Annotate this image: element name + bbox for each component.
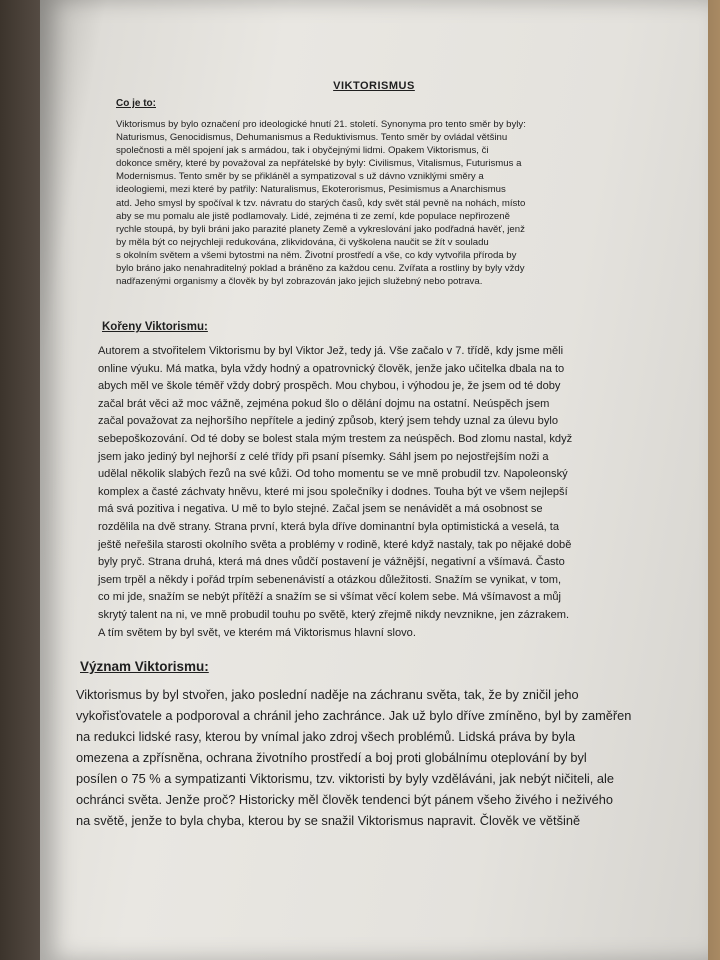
text-line: omezena a zpřísněna, ochrana životního prostředí a boj proti globálnímu oteplování by byl — [76, 750, 587, 765]
text-line: posílen o 75 % a sympatizanti Viktorismu, tzv. viktoristi by byly vzděláváni, jak nebýt ničiteli, ale — [76, 771, 614, 786]
text-line: dokonce směry, které by považoval za nepřátelské by byly: Civilismus, Vitalismus, Futurismus a — [116, 158, 522, 170]
text-line: začal brát věci až moc vážně, zejména pokud šlo o dělání dojmu na ostatní. Neúspěch jsem — [98, 397, 550, 410]
text-line: bylo bráno jako nenahraditelný poklad a bráněno za každou cenu. Zvířata a rostliny by byly vždy — [116, 263, 525, 275]
text-line: A tím světem by byl svět, ve kterém má Viktorismus hlavní slovo. — [98, 626, 416, 639]
text-line: ochránci světa. Jenže proč? Historicky měl člověk tendenci být pánem všeho živého i neživého — [76, 792, 614, 807]
printed-page — [40, 0, 708, 960]
text-line: ideologiemi, mezi které by patřily: Naturalismus, Ekoterorismus, Pesimismus a Anarchismus — [116, 184, 506, 196]
text-line: atd. Jeho smysl by spočíval k tzv. návratu do starých časů, kdy svět stál pevně na nohách, místo — [116, 197, 526, 209]
text-line: jsem trpěl a někdy i pořád trpím sebenenávistí a otázkou důležitosti. Snažím se vynikat, v tom, — [98, 573, 562, 586]
text-line: ještě neřešila starosti okolního světa a problémy v rodině, které když nastaly, tak po nějaké době — [98, 538, 572, 551]
text-line: jsem jako jediný byl nejhorší z celé třídy při psaní písemky. Sáhl jsem po nejostřejším noži a — [98, 450, 549, 463]
text-line: na redukci lidské rasy, kterou by vnímal jako zdroj všech problémů. Lidská práva by byla — [76, 729, 576, 744]
text-line: by měla být co nejrychleji redukována, zlikvidována, či vyškolena naučit se žít v souladu — [116, 236, 489, 248]
text-line: Naturismus, Genocidismus, Dehumanismus a Reduktivismus. Tento směr by ovládal většinu — [116, 132, 508, 144]
document-title: VIKTORISMUS — [333, 80, 415, 92]
text-line: Modernismus. Tento směr by se přikláněl a sympatizoval s už dávno vzniklými směry a — [116, 171, 484, 183]
text-line: začal považovat za nejhoršího nepřítele a jediný způsob, který jsem tehdy uznal za úlevu bylo — [98, 415, 559, 428]
section-paragraph-co-je-to — [116, 118, 636, 288]
text-line: s okolním světem a všemi bytostmi na něm. Životní prostředí a vše, co kdy vytvořila příroda by — [116, 249, 517, 261]
section-paragraph-koreny — [98, 343, 658, 642]
text-line: skrytý talent na ni, ve mně probudil touhu po světě, který zřejmě nikdy nevznikne, jen zázrakem. — [98, 608, 570, 621]
page-content — [40, 0, 708, 960]
text-line: má svá pozitiva i negativa. U mě to bylo stejné. Začal jsem se nenávidět a má osobnost se — [98, 503, 543, 516]
section-heading-koreny: Kořeny Viktorismu: — [102, 321, 208, 333]
text-line: na světě, jenže to byla chyba, kterou by se snažil Viktorismus napravit. Člověk ve většině — [76, 813, 581, 828]
text-line: rychle stoupá, by byli bráni jako parazité planety Země a vykreslování jako podřadná havěť, jenž — [116, 223, 525, 235]
text-line: komplex a časté záchvaty hněvu, které mi jsou společníky i dodnes. Touha být ve všem nejlepší — [98, 485, 568, 498]
text-line: byly pryč. Strana druhá, která má dnes vůdčí postavení je vážnější, negativní a všímavá. Často — [98, 556, 565, 569]
text-line: Viktorismus by bylo označení pro ideologické hnutí 21. století. Synonyma pro tento směr by byly: — [116, 119, 526, 130]
section-heading-vyznam: Význam Viktorismu: — [80, 659, 209, 674]
text-line: Viktorismus by byl stvořen, jako poslední naděje na záchranu světa, tak, že by zničil jeho — [76, 687, 579, 702]
text-line: vykořisťovatele a podporoval a chránil jeho zachránce. Jak už bylo dříve zmíněno, byl by zaměřen — [76, 708, 632, 723]
section-heading-co-je-to: Co je to: — [116, 98, 156, 109]
text-line: online výuku. Má matka, byla vždy hodný a opatrovnický člověk, jenže jako učitelka dbala na to — [98, 362, 565, 375]
text-line: co mi jde, snažím se nebýt přítěží a snažím se si všímat věcí kolem sebe. Má všímavost a můj — [98, 591, 562, 604]
text-line: Autorem a stvořitelem Viktorismu by byl Viktor Jež, tedy já. Vše začalo v 7. třídě, kdy jsme měli — [98, 345, 564, 357]
text-line: nadřazenými organismy a člověk by byl zobrazován jako jejich služebný nebo potrava. — [116, 276, 483, 288]
text-line: společnosti a měl spojení jak s armádou, tak i obyčejnými lidmi. Opakem Viktorismus, či — [116, 145, 489, 157]
text-line: aby se mu pomalu ale jistě podlamovaly. Lidé, zejména ti ze zemí, kde populace nepřirozeně — [116, 210, 510, 222]
section-paragraph-vyznam — [76, 684, 676, 831]
text-line: rozdělila na dvě strany. Strana první, která byla dříve dominantní byla optimistická a veselá, ta — [98, 520, 560, 533]
text-line: udělal několik slabých řezů na své kůži. Od toho momentu se ve mně probudil tzv. Napoleonský — [98, 468, 568, 481]
text-line: abych měl ve škole téměř vždy dobrý prospěch. Mou chybou, i výhodou je, že jsem od té doby — [98, 380, 561, 393]
text-line: sebepoškozování. Od té doby se bolest stala mým trestem za neúspěch. Bod zlomu nastal, když — [98, 432, 573, 445]
